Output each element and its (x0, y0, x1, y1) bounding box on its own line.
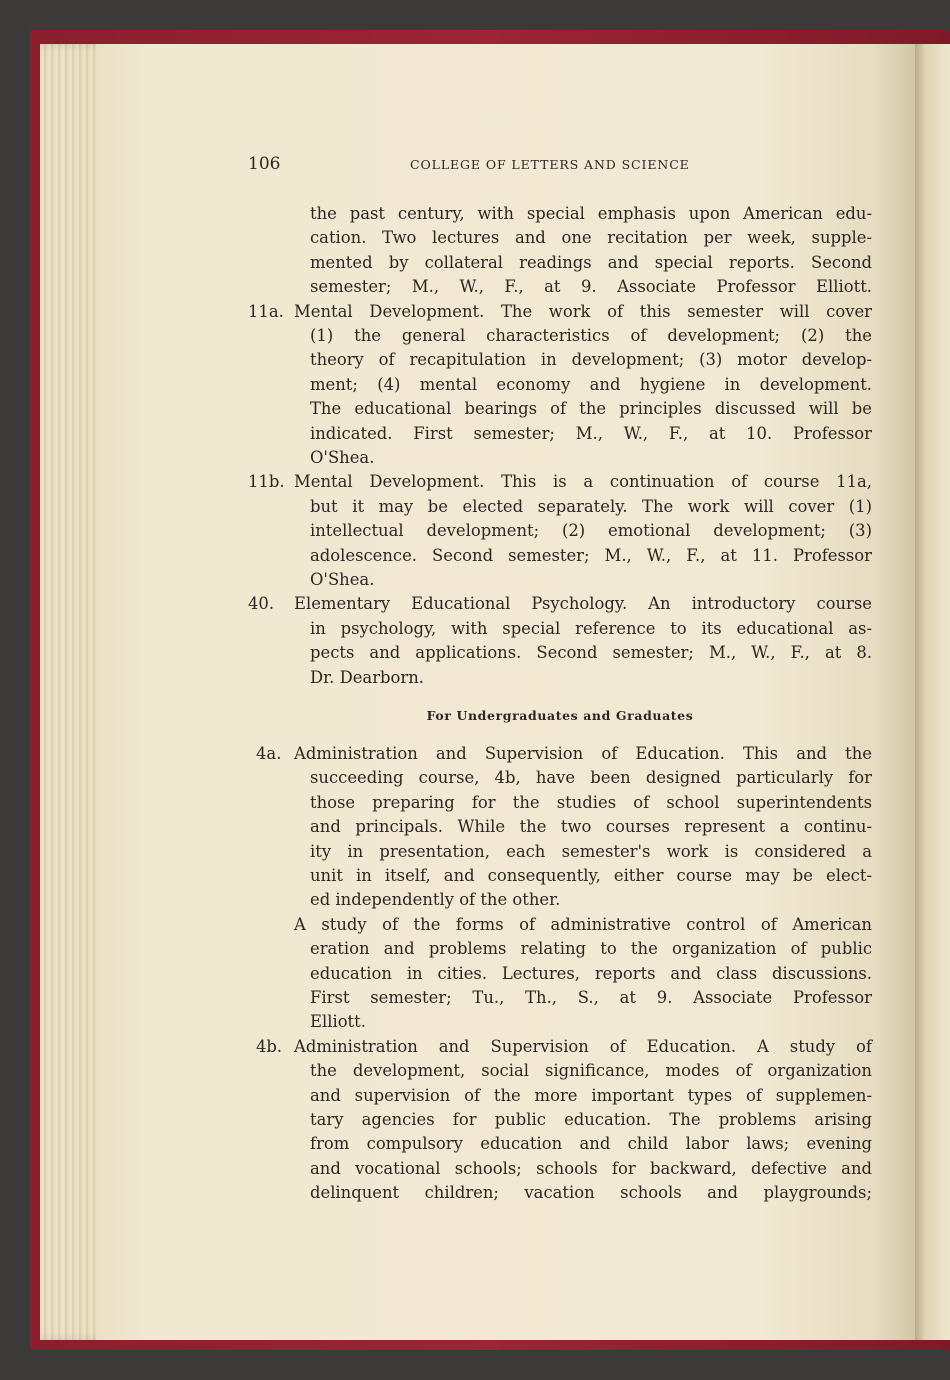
course-number: 11b. (248, 472, 285, 492)
text-line: ed independently of the other. (310, 890, 561, 910)
text-line: Mental Development. This is a continuation of course 11a, (294, 472, 872, 492)
text-line: adolescence. Second semester; M., W., F., at 11. Professor (310, 545, 872, 565)
text-line: semester; M., W., F., at 9. Associate Professor Elliott. (310, 277, 872, 297)
text-line: A study of the forms of administrative control of American (294, 914, 872, 934)
text-line: theory of recapitulation in development; (3) motor develop- (310, 350, 872, 370)
text-line: pects and applications. Second semester; M., W., F., at 8. (310, 643, 872, 663)
facing-page-edge (915, 44, 950, 1340)
text-line: intellectual development; (2) emotional development; (3) (310, 521, 872, 541)
text-line: Elementary Educational Psychology. An introductory course (294, 594, 872, 614)
text-line: and vocational schools; schools for backward, defective and (310, 1158, 872, 1178)
text-line: delinquent children; vacation schools and playgrounds; (310, 1183, 872, 1203)
text-line: First semester; Tu., Th., S., at 9. Associate Professor (310, 988, 872, 1007)
text-line: ity in presentation, each semester's work is considered a (310, 841, 872, 861)
text-line: Elliott. (310, 1012, 366, 1032)
text-line: O'Shea. (310, 570, 375, 589)
page-header (248, 154, 872, 178)
text-line: ment; (4) mental economy and hygiene in development. (310, 374, 872, 394)
running-title: COLLEGE OF LETTERS AND SCIENCE (410, 157, 690, 172)
text-line: in psychology, with special reference to its educational as- (310, 618, 872, 638)
text-line: but it may be elected separately. The work will cover (1) (310, 496, 872, 516)
text-line: Mental Development. The work of this semester will cover (294, 301, 872, 321)
text-line: the past century, with special emphasis upon American edu- (310, 204, 872, 223)
text-line: and principals. While the two courses represent a continu- (310, 817, 872, 837)
text-line: tary agencies for public education. The problems arising (310, 1110, 872, 1129)
section-heading: For Undergraduates and Graduates (426, 708, 694, 723)
course-number: 4a. (256, 744, 282, 763)
text-line: mented by collateral readings and special reports. Second (310, 252, 872, 272)
course-number: 4b. (256, 1036, 283, 1056)
text-line: cation. Two lectures and one recitation per week, supple- (310, 228, 872, 248)
text-line: those preparing for the studies of school superintendents (310, 792, 872, 812)
course-number: 40. (248, 594, 275, 614)
text-line: Administration and Supervision of Education. This and the (294, 744, 872, 763)
text-line: O'Shea. (310, 448, 375, 467)
text-line: unit in itself, and consequently, either course may be elect- (310, 866, 872, 885)
text-line: Administration and Supervision of Education. A study of (294, 1036, 872, 1056)
page-number: 106 (248, 154, 281, 174)
text-line: from compulsory education and child labor laws; evening (310, 1134, 872, 1154)
text-line: indicated. First semester; M., W., F., at 10. Professor (310, 423, 872, 443)
text-line: Dr. Dearborn. (310, 667, 425, 687)
text-line: eration and problems relating to the organization of public (310, 939, 872, 959)
text-line: succeeding course, 4b, have been designed particularly for (310, 768, 872, 788)
text-line: education in cities. Lectures, reports and class discussions. (310, 963, 872, 983)
text-line: the development, social significance, modes of organization (310, 1061, 872, 1081)
text-line: The educational bearings of the principles discussed will be (310, 399, 872, 419)
text-line: and supervision of the more important types of supplemen- (310, 1085, 872, 1105)
text-line: (1) the general characteristics of development; (2) the (310, 326, 872, 345)
course-number: 11a. (248, 301, 284, 321)
